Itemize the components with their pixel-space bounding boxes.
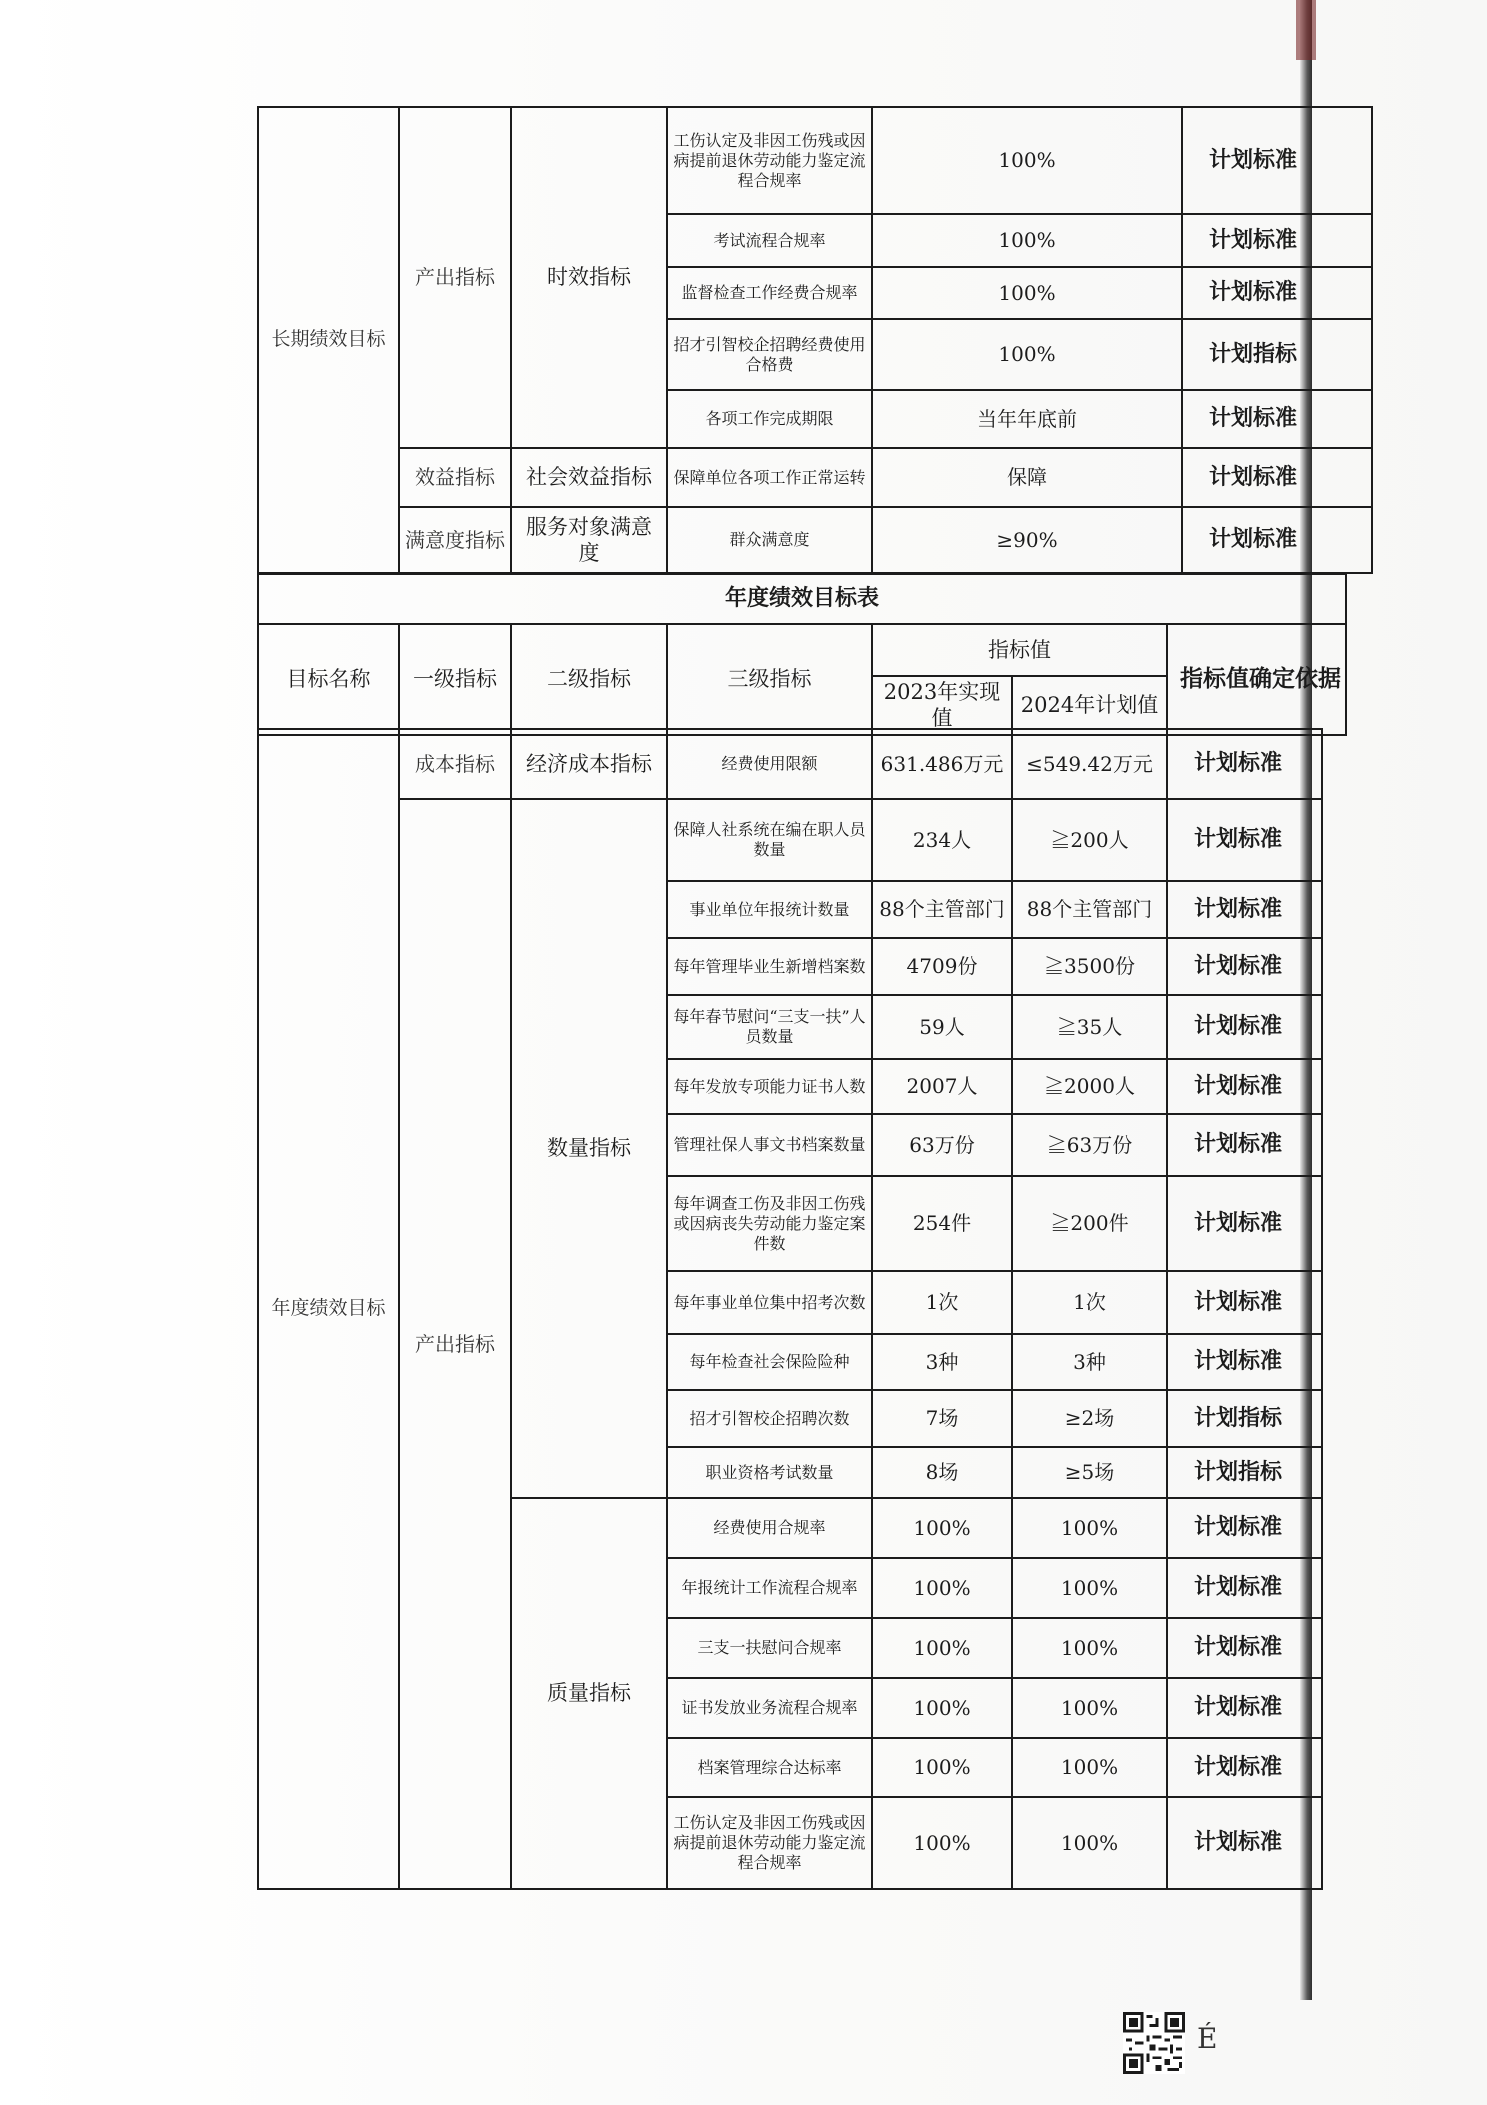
quantity-standard: 计划标准: [1167, 799, 1322, 881]
annual-output-label: 产出指标: [399, 799, 511, 1889]
quality-indicator: 证书发放业务流程合规率: [667, 1678, 872, 1738]
quality-standard: 计划标准: [1167, 1618, 1322, 1678]
quantity-actual: 7场: [872, 1390, 1012, 1447]
quantity-standard: 计划指标: [1167, 1447, 1322, 1498]
long-term-indicator: 工伤认定及非因工伤残或因病提前退休劳动能力鉴定流程合规率: [667, 107, 872, 214]
quantity-plan: ≥2场: [1012, 1390, 1167, 1447]
quantity-actual: 4709份: [872, 938, 1012, 995]
long-term-standard: 计划标准: [1182, 507, 1372, 573]
annual-quality-label: 质量指标: [511, 1498, 667, 1889]
quality-standard: 计划标准: [1167, 1558, 1322, 1618]
quantity-standard: 计划标准: [1167, 1334, 1322, 1390]
header-level2: 二级指标: [511, 624, 667, 735]
long-term-indicator: 考试流程合规率: [667, 214, 872, 267]
long-term-indicator: 各项工作完成期限: [667, 390, 872, 448]
quantity-indicator: 每年检查社会保险险种: [667, 1334, 872, 1390]
annual-plan: ≤549.42万元: [1012, 729, 1167, 799]
long-term-value: ≥90%: [872, 507, 1182, 573]
quantity-indicator: 每年发放专项能力证书人数: [667, 1059, 872, 1114]
header-level3: 三级指标: [667, 624, 872, 735]
quality-actual: 100%: [872, 1498, 1012, 1558]
long-term-value: 100%: [872, 107, 1182, 214]
quality-plan: 100%: [1012, 1678, 1167, 1738]
quality-plan: 100%: [1012, 1797, 1167, 1889]
quantity-actual: 1次: [872, 1271, 1012, 1334]
annual-target-header-table: [257, 573, 1347, 736]
long-term-satisfaction-label: 满意度指标: [399, 507, 511, 573]
long-term-output-label: 产出指标: [399, 107, 511, 448]
quantity-plan: ≧200件: [1012, 1176, 1167, 1271]
quantity-indicator: 保障人社系统在编在职人员数量: [667, 799, 872, 881]
quantity-actual: 254件: [872, 1176, 1012, 1271]
quality-actual: 100%: [872, 1738, 1012, 1797]
annual-table-title: 年度绩效目标表: [258, 574, 1346, 624]
quality-standard: 计划标准: [1167, 1797, 1322, 1889]
header-indicator-value: 指标值: [872, 624, 1167, 676]
long-term-value: 100%: [872, 267, 1182, 319]
quantity-indicator: 每年春节慰问“三支一扶”人员数量: [667, 995, 872, 1059]
page-corner-mark: [1296, 0, 1316, 60]
long-term-social-benefit-label: 社会效益指标: [511, 448, 667, 507]
quantity-standard: 计划标准: [1167, 1114, 1322, 1176]
quantity-indicator: 事业单位年报统计数量: [667, 881, 872, 938]
quantity-plan: ≧2000人: [1012, 1059, 1167, 1114]
quality-plan: 100%: [1012, 1618, 1167, 1678]
long-term-indicator: 监督检查工作经费合规率: [667, 267, 872, 319]
header-actual-2023: 2023年实现值: [872, 676, 1012, 735]
quantity-actual: 59人: [872, 995, 1012, 1059]
quantity-plan: ≧63万份: [1012, 1114, 1167, 1176]
quantity-plan: ≧3500份: [1012, 938, 1167, 995]
quality-indicator: 经费使用合规率: [667, 1498, 872, 1558]
quantity-standard: 计划标准: [1167, 938, 1322, 995]
long-term-value: 100%: [872, 214, 1182, 267]
quantity-actual: 88个主管部门: [872, 881, 1012, 938]
quality-actual: 100%: [872, 1618, 1012, 1678]
annual-standard: 计划标准: [1167, 729, 1322, 799]
long-term-value: 100%: [872, 319, 1182, 390]
long-term-service-satisfaction-label: 服务对象满意度: [511, 507, 667, 573]
quantity-actual: 234人: [872, 799, 1012, 881]
qr-code-icon: [1123, 2012, 1185, 2074]
quantity-indicator: 每年事业单位集中招考次数: [667, 1271, 872, 1334]
page-mark: É: [1197, 2022, 1218, 2055]
long-term-target-name: 长期绩效目标: [258, 107, 399, 573]
quality-plan: 100%: [1012, 1498, 1167, 1558]
header-basis: 指标值确定依据: [1167, 624, 1346, 735]
annual-quantity-label: 数量指标: [511, 799, 667, 1498]
quantity-indicator: 每年管理毕业生新增档案数: [667, 938, 872, 995]
long-term-value: 当年年底前: [872, 390, 1182, 448]
quality-actual: 100%: [872, 1558, 1012, 1618]
quantity-standard: 计划标准: [1167, 1176, 1322, 1271]
quality-indicator: 年报统计工作流程合规率: [667, 1558, 872, 1618]
quantity-standard: 计划标准: [1167, 1059, 1322, 1114]
annual-cost-label: 成本指标: [399, 729, 511, 799]
quantity-indicator: 管理社保人事文书档案数量: [667, 1114, 872, 1176]
quantity-standard: 计划标准: [1167, 1271, 1322, 1334]
long-term-standard: 计划标准: [1182, 448, 1372, 507]
long-term-benefit-label: 效益指标: [399, 448, 511, 507]
long-term-value: 保障: [872, 448, 1182, 507]
quality-plan: 100%: [1012, 1558, 1167, 1618]
quantity-indicator: 每年调查工伤及非因工伤残或因病丧失劳动能力鉴定案件数: [667, 1176, 872, 1271]
quantity-actual: 2007人: [872, 1059, 1012, 1114]
quality-indicator: 三支一扶慰问合规率: [667, 1618, 872, 1678]
header-target-name: 目标名称: [258, 624, 399, 735]
long-term-target-table: [257, 106, 1373, 574]
quality-indicator: 档案管理综合达标率: [667, 1738, 872, 1797]
annual-indicator: 经费使用限额: [667, 729, 872, 799]
quantity-plan: ≥5场: [1012, 1447, 1167, 1498]
quantity-standard: 计划指标: [1167, 1390, 1322, 1447]
long-term-standard: 计划标准: [1182, 107, 1372, 214]
long-term-standard: 计划标准: [1182, 267, 1372, 319]
annual-economic-cost-label: 经济成本指标: [511, 729, 667, 799]
annual-target-name: 年度绩效目标: [258, 729, 399, 1889]
quantity-indicator: 招才引智校企招聘次数: [667, 1390, 872, 1447]
quantity-actual: 8场: [872, 1447, 1012, 1498]
quantity-actual: 63万份: [872, 1114, 1012, 1176]
quantity-standard: 计划标准: [1167, 881, 1322, 938]
quality-actual: 100%: [872, 1797, 1012, 1889]
quality-plan: 100%: [1012, 1738, 1167, 1797]
quality-standard: 计划标准: [1167, 1678, 1322, 1738]
quantity-plan: ≧200人: [1012, 799, 1167, 881]
long-term-standard: 计划指标: [1182, 319, 1372, 390]
quantity-plan: 3种: [1012, 1334, 1167, 1390]
annual-target-table: [257, 728, 1323, 1890]
long-term-indicator: 群众满意度: [667, 507, 872, 573]
quantity-plan: 1次: [1012, 1271, 1167, 1334]
quantity-plan: 88个主管部门: [1012, 881, 1167, 938]
quantity-standard: 计划标准: [1167, 995, 1322, 1059]
header-plan-2024: 2024年计划值: [1012, 676, 1167, 735]
annual-actual: 631.486万元: [872, 729, 1012, 799]
long-term-standard: 计划标准: [1182, 390, 1372, 448]
quality-standard: 计划标准: [1167, 1738, 1322, 1797]
long-term-standard: 计划标准: [1182, 214, 1372, 267]
quality-actual: 100%: [872, 1678, 1012, 1738]
quantity-indicator: 职业资格考试数量: [667, 1447, 872, 1498]
long-term-timeliness-label: 时效指标: [511, 107, 667, 448]
header-level1: 一级指标: [399, 624, 511, 735]
quality-indicator: 工伤认定及非因工伤残或因病提前退休劳动能力鉴定流程合规率: [667, 1797, 872, 1889]
long-term-indicator: 保障单位各项工作正常运转: [667, 448, 872, 507]
quantity-actual: 3种: [872, 1334, 1012, 1390]
quantity-plan: ≧35人: [1012, 995, 1167, 1059]
quality-standard: 计划标准: [1167, 1498, 1322, 1558]
long-term-indicator: 招才引智校企招聘经费使用合格费: [667, 319, 872, 390]
